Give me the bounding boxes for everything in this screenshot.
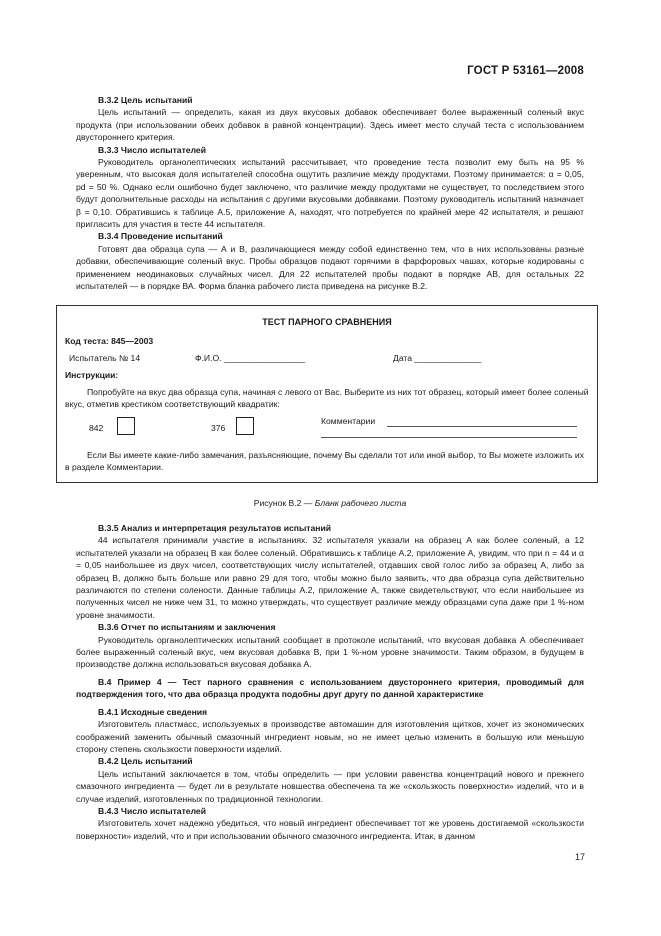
paragraph-b41: Изготовитель пластмасс, используемых в производстве автомашин для изготовления щитков, хочет из экономических соображений заменить обычный смазочный ингредиент новым, но не имеет целью изменить в большую или меньшую сторону степень скользкости поверхности изделий. [76, 719, 584, 754]
comments-label: Комментарии [321, 416, 376, 426]
form-tester: Испытатель № 14 [69, 353, 141, 363]
form-date-field[interactable]: Дата ______________ [393, 353, 482, 363]
standard-code: ГОСТ Р 53161—2008 [467, 65, 584, 77]
form-title: ТЕСТ ПАРНОГО СРАВНЕНИЯ [262, 317, 392, 327]
sample-checkbox-2[interactable] [236, 417, 254, 435]
form-test-code: Код теста: 845—2003 [65, 336, 154, 346]
sample-code-2: 376 [211, 423, 226, 433]
sample-checkbox-1[interactable] [117, 417, 135, 435]
form-instructions-body: Попробуйте на вкус два образца супа, начиная с левого от Вас. Выберите из них тот образец, который имеет более соленый вкус, отметив крестиком соответствующий квадратик: [65, 387, 589, 409]
heading-b35: В.3.5 Анализ и интерпретация результатов испытаний [98, 523, 332, 533]
figure-caption [76, 498, 584, 508]
sample-code-1: 842 [89, 423, 104, 433]
comments-line-2[interactable] [321, 437, 577, 438]
worksheet-form [56, 305, 598, 483]
paragraph-b34: Готовят два образца супа — А и В, различающиеся между собой единственно тем, что в них использованы разные добавки, обеспечивающие соленый вкус. Пробы образцов подают горячими в фарфоровых чашах, которые кодированы с применением неодинаковых случайных чисел. Для 22 испытателей пробы подают в порядке АВ, для остальных 22 испытателей — в порядке ВА. Форма бланка рабочего листа приведена на рисунке В.2. [76, 243, 584, 292]
form-instructions-text [65, 386, 590, 410]
heading-b33: В.3.3 Число испытателей [98, 144, 206, 155]
form-fio-field[interactable]: Ф.И.О. _________________ [195, 353, 306, 363]
paragraph-b35: 44 испытателя принимали участие в испытаниях. 32 испытателя указали на образец А как более соленый, а 12 испытателей указали на образец В как более соленый. Обратившись к таблице А.2, приложение А, увидим, что при n = 44 и α = 0,05 наибольшее из двух чисел, соответствующих числу испытателей, отдавших свой голос либо за образец А, либо за образец В, должно быть больше или равно 29 для того, чтобы можно было заявить, что два образца супа действительно различаются по степени солености. Данные таблицы А.2, приложение А, также свидетельствуют, что если наибольшее из полученных чисел не ниже чем 31, то можно утверждать, что существует различие между образцами супа даже при 1 %-ном уровне значимости. [76, 535, 584, 620]
heading-b32: В.3.2 Цель испытаний [98, 95, 193, 105]
heading-b34: В.3.4 Проведение испытаний [98, 231, 223, 242]
paragraph-b42: Цель испытаний заключается в том, чтобы определить — при условии равенства концентраций нового и прежнего смазочного ингредиента — будет ли в результате новшества обеспечена та же «скользкость поверхности» изделий, что и в случае изделий, изготовленных по традиционной технологии. [76, 768, 584, 804]
heading-b41: В.4.1 Исходные сведения [98, 706, 208, 717]
heading-b42: В.4.2 Цель испытаний [98, 756, 193, 767]
page-number: 17 [574, 852, 585, 862]
form-note [65, 449, 590, 473]
caption-prefix: Рисунок В.2 — [253, 498, 315, 508]
caption-title: Бланк рабочего листа [314, 498, 407, 508]
paragraph-b36: Руководитель органолептических испытаний сообщает в протоколе испытаний, что вкусовая добавка А обеспечивает более выраженный соленый вкус, чем вкусовая добавка В, при 1 %-ном уровне значимости. Таким образом, в будущем в производстве должна использоваться вкусовая добавка А. [76, 634, 584, 670]
form-note-text: Если Вы имеете какие-либо замечания, разъясняющие, почему Вы сделали тот или иной выбор, то Вы можете изложить их в разделе Комментарии. [65, 450, 584, 472]
section-b3-bottom [76, 522, 584, 842]
form-instructions-label: Инструкции: [65, 370, 119, 380]
paragraph-b43: Изготовитель хочет надежно убедиться, что новый ингредиент обеспечивает тот же уровень достигаемой «скользкости поверхности» изделий, что и при использовании обычного смазочного ингредиента. Итак, в данном [76, 818, 584, 841]
paragraph-b33: Руководитель органолептических испытаний рассчитывает, что проведение теста позволит ему быть на 95 % уверенным, что высокая доля испытателей способна ощутить различие между продуктами. Поэтому принимается: α = 0,05, pd = 50 %. Однако если ошибочно будет заключено, что различие между продуктами не существует, то последствием этого будут дополнительные расходы на испытания с другими вкусовыми добавками. Поэтому руководитель испытаний назначает β = 0,10. Обратившись к таблице А.5, приложение А, находят, что потребуется по крайней мере 42 испытателя, и решают пригласить для участия в тесте 44 испытателя. [76, 157, 584, 230]
heading-b43: В.4.3 Число испытателей [98, 805, 206, 816]
heading-b4: В.4 Пример 4 — Тест парного сравнения с использованием двустороннего критерия, проводимый для подтверждения того, что два образца продукта подобны друг другу по данной характеристике [76, 676, 584, 700]
paragraph-b32: Цель испытаний — определить, какая из двух вкусовых добавок обеспечивает более выраженный соленый вкус продукта (при использовании обеих добавок в равной концентрации). Здесь имеет место случай теста с использованием двустороннего критерия. [76, 107, 584, 143]
heading-b36: В.3.6 Отчет по испытаниям и заключения [98, 622, 276, 633]
comments-line-1[interactable] [387, 426, 577, 427]
section-b3-top [76, 94, 584, 293]
